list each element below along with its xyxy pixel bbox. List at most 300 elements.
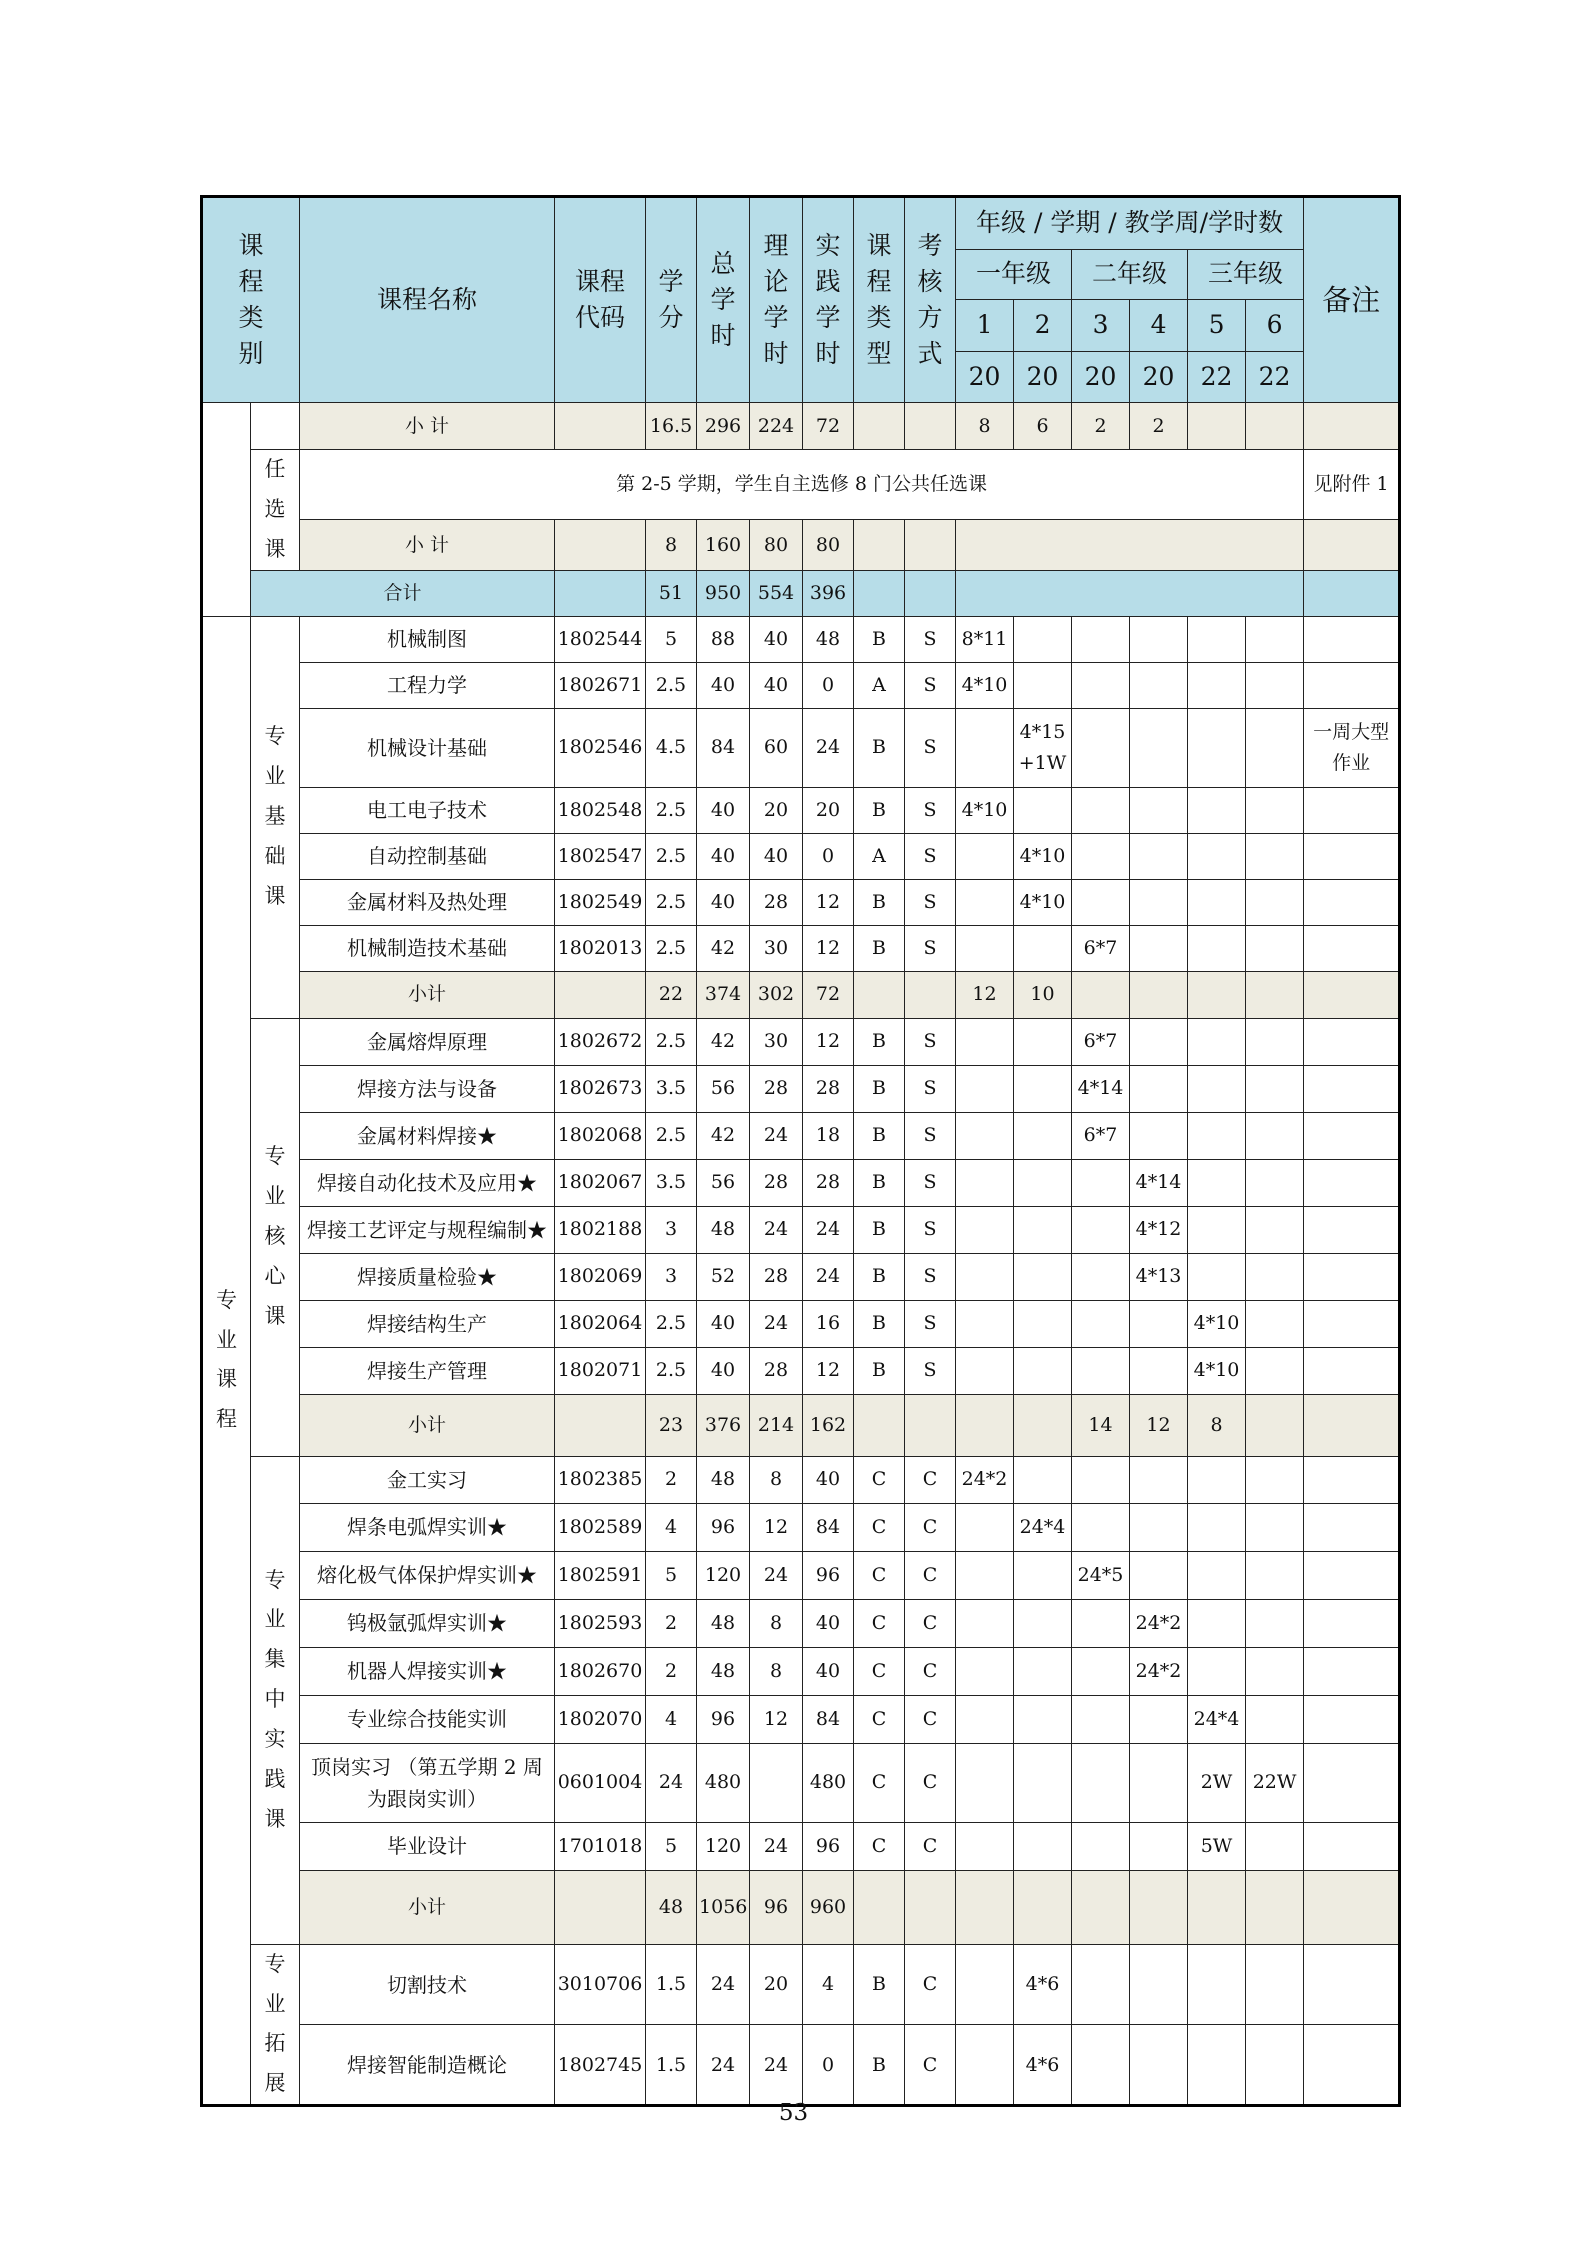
remark-cell [1304,1456,1400,1503]
cell [1188,403,1246,450]
course-name: 焊接质量检验★ [300,1253,555,1300]
cell: 4.5 [646,708,697,787]
cell: C [854,1456,905,1503]
cell: 84 [803,1503,854,1551]
course-row [202,925,1400,971]
cell: 162 [803,1394,854,1456]
cell [1304,520,1400,570]
cell: 48 [697,1206,750,1253]
cell: 2 [1130,403,1188,450]
cell: 48 [697,1647,750,1695]
cell: S [905,879,956,925]
cell: 0 [803,2025,854,2106]
cell [956,1743,1014,1822]
cell: 8 [750,1599,803,1647]
subtotal-label: 小 计 [300,403,555,450]
cell [1072,1159,1130,1206]
cell: 8*11 [956,616,1014,662]
cell [956,1695,1014,1743]
cell [1246,708,1304,787]
cell [555,403,646,450]
cell [1130,1944,1188,2025]
cell: 2.5 [646,662,697,708]
cell: S [905,1065,956,1112]
cell [1072,787,1130,833]
cell [1246,1647,1304,1695]
remark-cell: 一周大型作业 [1304,708,1400,787]
course-code: 1802071 [555,1347,646,1394]
cell: 40 [803,1599,854,1647]
group-label-elective: 任选课 [251,450,300,571]
course-name: 机械制造技术基础 [300,925,555,971]
cell: C [854,1695,905,1743]
cell [1130,925,1188,971]
cell [1130,1743,1188,1822]
remark-cell [1304,1300,1400,1347]
course-code: 1802385 [555,1456,646,1503]
remark-cell [1304,1822,1400,1870]
cell: 56 [697,1159,750,1206]
cell [1188,1456,1246,1503]
cell [905,1394,956,1456]
remark-cell [1304,1347,1400,1394]
cell: 4*13 [1130,1253,1188,1300]
cell: 28 [750,1253,803,1300]
cell: B [854,2025,905,2106]
cell: 2.5 [646,1300,697,1347]
course-code: 1802593 [555,1599,646,1647]
cell: S [905,1018,956,1065]
cell [854,520,905,570]
cell: 3.5 [646,1065,697,1112]
cell: C [854,1822,905,1870]
cell [905,570,956,616]
subtotal-label: 小计 [300,1870,555,1944]
cell [1246,1551,1304,1599]
cell [956,1253,1014,1300]
cell [1246,1870,1304,1944]
cell [1246,1018,1304,1065]
cell [1014,1065,1072,1112]
course-code: 1802745 [555,2025,646,2106]
cell: 20 [803,787,854,833]
remark-cell [1304,1743,1400,1822]
elective-remark: 见附件 1 [1304,450,1400,520]
header-weeks: 20 [1130,352,1188,403]
remark-cell [1304,616,1400,662]
cell: 96 [803,1822,854,1870]
remark-cell [1304,1065,1400,1112]
blank-category-cell [202,403,251,617]
cell: 1056 [697,1870,750,1944]
cell: 96 [750,1870,803,1944]
cell [1188,879,1246,925]
cell: 3.5 [646,1159,697,1206]
course-code: 1802064 [555,1300,646,1347]
cell: 2.5 [646,1112,697,1159]
cell: 28 [803,1065,854,1112]
cell: B [854,1253,905,1300]
cell: 1.5 [646,2025,697,2106]
cell: 24 [646,1743,697,1822]
course-code [555,1394,646,1456]
course-name: 工程力学 [300,662,555,708]
cell: B [854,1206,905,1253]
cell: 4 [646,1695,697,1743]
cell: 28 [750,879,803,925]
cell [956,1206,1014,1253]
group-label: 专业基础课 [251,616,300,1018]
header-weeks: 20 [1072,352,1130,403]
cell [1014,1695,1072,1743]
cell: 6 [1014,403,1072,450]
cell: 8 [956,403,1014,450]
subtotal-label: 小 计 [300,520,555,570]
cell: 40 [697,1347,750,1394]
cell: 950 [697,570,750,616]
cell [956,1647,1014,1695]
course-row [202,2025,1400,2106]
group-label: 专业核心课 [251,1018,300,1456]
cell: 376 [697,1394,750,1456]
cell [1130,1065,1188,1112]
cell [1188,1112,1246,1159]
cell: 3 [646,1253,697,1300]
header-weeks: 22 [1188,352,1246,403]
course-row [202,1944,1400,2025]
cell [1246,1822,1304,1870]
cell [1246,833,1304,879]
course-code: 1802547 [555,833,646,879]
cell: 24 [750,1300,803,1347]
cell: 96 [697,1503,750,1551]
remark-cell [1304,1647,1400,1695]
cell: 18 [803,1112,854,1159]
cell: 2 [646,1599,697,1647]
cell [555,570,646,616]
cell: B [854,1018,905,1065]
cell [956,879,1014,925]
cell: 302 [750,971,803,1018]
cell [1072,971,1130,1018]
cell: 480 [697,1743,750,1822]
cell: 4*12 [1130,1206,1188,1253]
cell: 4*10 [956,662,1014,708]
cell [956,1065,1014,1112]
cell: 24*4 [1014,1503,1072,1551]
cell [1014,1822,1072,1870]
cell: 4*6 [1014,1944,1072,2025]
cell [1130,1822,1188,1870]
cell: 12 [803,1018,854,1065]
course-name: 焊条电弧焊实训★ [300,1503,555,1551]
course-row [202,1018,1400,1065]
course-code: 1802670 [555,1647,646,1695]
cell: S [905,662,956,708]
cell: B [854,787,905,833]
course-row [202,1159,1400,1206]
cell [1072,662,1130,708]
cell [1130,971,1188,1018]
cell: 8 [750,1456,803,1503]
cell: 12 [750,1503,803,1551]
cell [1072,1347,1130,1394]
header-total-hours: 总学时 [697,197,750,403]
cell [956,1159,1014,1206]
course-row [202,1253,1400,1300]
remark-cell [1304,1599,1400,1647]
cell: 96 [803,1551,854,1599]
subtotal-row [202,971,1400,1018]
cell: 6*7 [1072,1018,1130,1065]
cell [854,971,905,1018]
cell: S [905,833,956,879]
remark-cell [1304,833,1400,879]
course-name: 切割技术 [300,1944,555,2025]
cell: 8 [646,520,697,570]
course-code: 1701018 [555,1822,646,1870]
cell: 24 [750,1551,803,1599]
course-name: 熔化极气体保护焊实训★ [300,1551,555,1599]
cell: 42 [697,925,750,971]
elective-description: 第 2-5 学期，学生自主选修 8 门公共任选课 [300,450,1304,520]
cell: 30 [750,925,803,971]
cell: 4 [803,1944,854,2025]
cell: B [854,1112,905,1159]
cell [1188,1944,1246,2025]
cell [1188,2025,1246,2106]
header-semester: 4 [1130,300,1188,352]
course-name: 金属熔焊原理 [300,1018,555,1065]
course-name: 自动控制基础 [300,833,555,879]
course-code: 1802544 [555,616,646,662]
cell: 5W [1188,1822,1246,1870]
course-code: 1802672 [555,1018,646,1065]
cell [1014,1870,1072,1944]
course-row [202,1206,1400,1253]
cell [956,1112,1014,1159]
cell: 374 [697,971,750,1018]
cell [905,1870,956,1944]
cell: B [854,879,905,925]
cell [1014,1347,1072,1394]
cell: 24 [750,1206,803,1253]
cell [1130,2025,1188,2106]
cell: C [854,1743,905,1822]
cell: C [905,2025,956,2106]
cell [905,520,956,570]
cell [1014,1394,1072,1456]
cell [956,708,1014,787]
cell [854,570,905,616]
cell: S [905,708,956,787]
header-category: 课程类别 [202,197,300,403]
cell: B [854,1300,905,1347]
remark-cell [1304,1394,1400,1456]
course-name: 钨极氩弧焊实训★ [300,1599,555,1647]
cell: 6*7 [1072,925,1130,971]
course-name: 焊接工艺评定与规程编制★ [300,1206,555,1253]
cell: 24 [697,2025,750,2106]
cell: 0 [803,833,854,879]
cell: B [854,1944,905,2025]
remark-cell [1304,1206,1400,1253]
cell [1130,1456,1188,1503]
cell: 4*10 [956,787,1014,833]
course-row [202,1551,1400,1599]
cell [905,971,956,1018]
cell: 51 [646,570,697,616]
cell [1188,833,1246,879]
cell [1072,1253,1130,1300]
course-row [202,1822,1400,1870]
cell [1014,1456,1072,1503]
cell [1072,1503,1130,1551]
cell [1188,662,1246,708]
cell: 2.5 [646,833,697,879]
cell: 4*10 [1014,833,1072,879]
course-code: 1802013 [555,925,646,971]
cell [1014,1018,1072,1065]
cell: 72 [803,403,854,450]
cell: 224 [750,403,803,450]
cell [750,1743,803,1822]
course-code [555,1870,646,1944]
header-credit: 学分 [646,197,697,403]
cell: C [905,1456,956,1503]
cell [1188,925,1246,971]
cell [1072,616,1130,662]
cell [1130,1870,1188,1944]
cell [1072,1300,1130,1347]
cell: 72 [803,971,854,1018]
remark-cell [1304,1551,1400,1599]
course-row [202,1112,1400,1159]
cell [1014,1206,1072,1253]
category-label-professional: 专业课程 [202,616,251,2106]
header-semester: 3 [1072,300,1130,352]
subtotal-row [202,1394,1400,1456]
course-row [202,616,1400,662]
cell: 24 [803,1253,854,1300]
cell: 5 [646,1551,697,1599]
course-row [202,1065,1400,1112]
remark-cell [1304,971,1400,1018]
cell: 2.5 [646,1018,697,1065]
cell: A [854,662,905,708]
cell [1188,1159,1246,1206]
cell: 84 [697,708,750,787]
header-semester: 6 [1246,300,1304,352]
cell: 4*10 [1188,1300,1246,1347]
cell: S [905,1112,956,1159]
cell [1014,1253,1072,1300]
cell [1014,616,1072,662]
cell: 10 [1014,971,1072,1018]
cell: B [854,1347,905,1394]
cell: 56 [697,1065,750,1112]
course-row [202,1599,1400,1647]
curriculum-table [200,195,1401,2107]
cell [1246,925,1304,971]
course-code: 1802188 [555,1206,646,1253]
cell [956,1018,1014,1065]
cell: S [905,787,956,833]
cell [1014,787,1072,833]
course-row [202,1347,1400,1394]
group-label: 专业集中实践课 [251,1456,300,1944]
remark-cell [1304,2025,1400,2106]
course-row [202,1300,1400,1347]
cell [1188,1065,1246,1112]
cell: B [854,616,905,662]
cell: B [854,925,905,971]
cell [1130,1503,1188,1551]
blank-group-cell [251,403,300,450]
cell [1014,1647,1072,1695]
cell [1188,1206,1246,1253]
cell [1072,1456,1130,1503]
cell [1246,1503,1304,1551]
cell [1188,1647,1246,1695]
cell: 24 [750,1112,803,1159]
cell [956,1551,1014,1599]
cell: 24*2 [956,1456,1014,1503]
cell [1246,787,1304,833]
cell: 40 [803,1647,854,1695]
course-name: 焊接方法与设备 [300,1065,555,1112]
remark-cell [1304,1253,1400,1300]
cell: 24 [750,1822,803,1870]
course-row [202,1647,1400,1695]
cell: 0 [803,662,854,708]
cell: 12 [1130,1394,1188,1456]
cell [1072,708,1130,787]
cell [1130,879,1188,925]
cell [1130,662,1188,708]
cell: C [905,1743,956,1822]
cell [1246,662,1304,708]
course-name: 焊接自动化技术及应用★ [300,1159,555,1206]
cell [1246,1159,1304,1206]
cell: S [905,616,956,662]
cell [956,1347,1014,1394]
cell [1304,403,1400,450]
cell [956,1503,1014,1551]
cell [956,1870,1014,1944]
cell [1130,787,1188,833]
cell: B [854,1065,905,1112]
cell: S [905,1347,956,1394]
cell: 40 [750,833,803,879]
cell: 4*6 [1014,2025,1072,2106]
cell [1072,2025,1130,2106]
cell [956,925,1014,971]
header-name: 课程名称 [300,197,555,403]
cell [1246,1112,1304,1159]
course-name: 焊接结构生产 [300,1300,555,1347]
remark-cell [1304,1870,1400,1944]
cell: 28 [750,1159,803,1206]
header-semester: 2 [1014,300,1072,352]
cell [1188,708,1246,787]
cell: 16 [803,1300,854,1347]
course-name: 顶岗实习 （第五学期 2 周为跟岗实训） [300,1743,555,1822]
cell [1246,1695,1304,1743]
cell [1014,925,1072,971]
course-code: 1802546 [555,708,646,787]
header-remark: 备注 [1304,197,1400,403]
